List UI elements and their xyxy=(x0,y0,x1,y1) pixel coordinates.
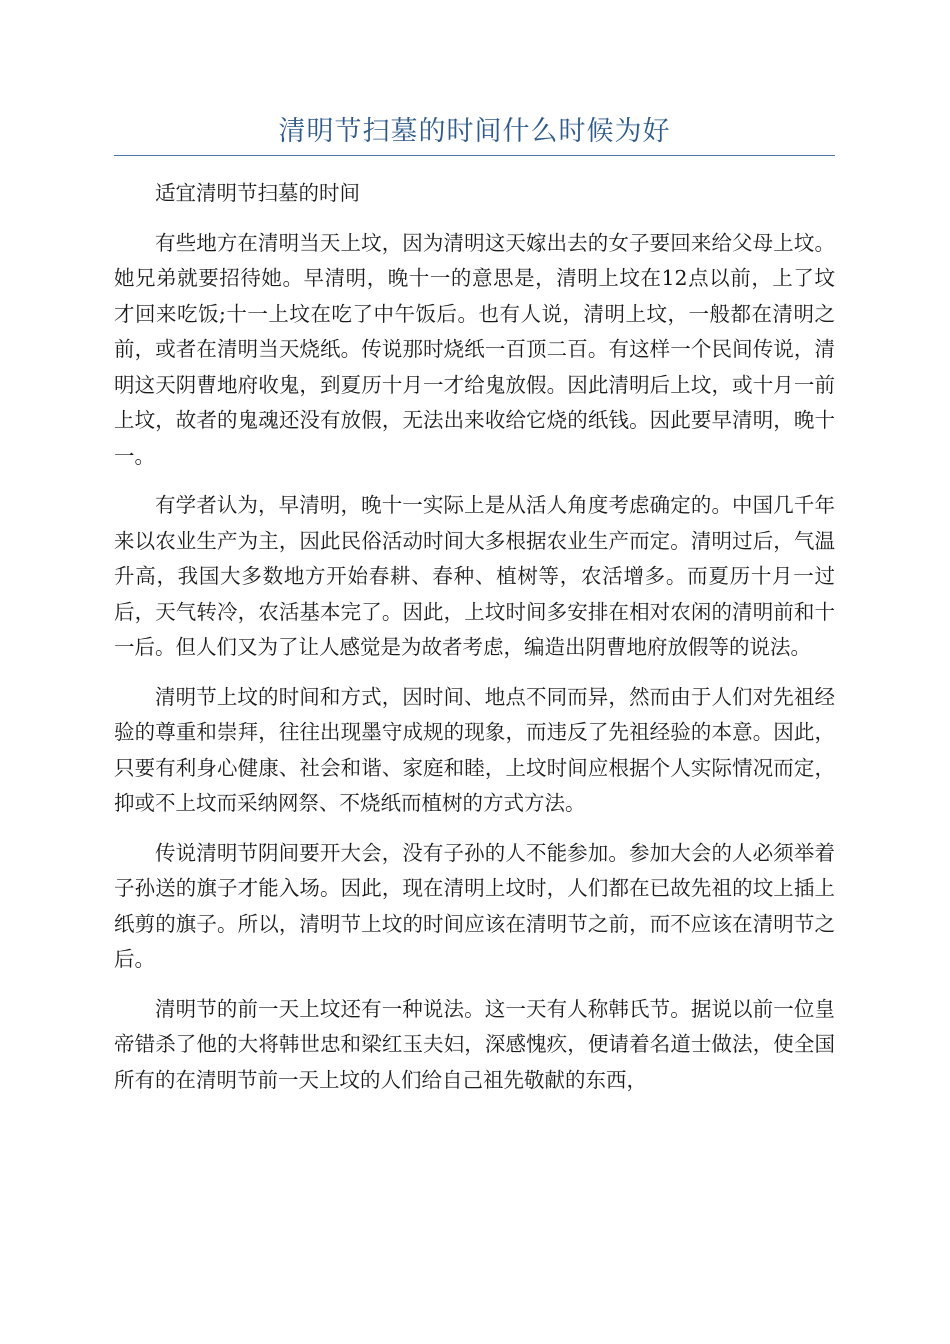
paragraph-3: 清明节上坟的时间和方式，因时间、地点不同而异，然而由于人们对先祖经验的尊重和崇拜，往往出现墨守成规的现象，而违反了先祖经验的本意。因此，只要有利身心健康、社会和谐、家庭和睦，上坟时间应根据个人实际情况而定，抑或不上坟而采纳网祭、不烧纸而植树的方式方法。 xyxy=(114,684,835,815)
paragraph-1: 有些地方在清明当天上坟，因为清明这天嫁出去的女子要回来给父母上坟。她兄弟就要招待她。早清明，晚十一的意思是，清明上坟在12点以前，上了坟才回来吃饭;十一上坟在吃了中午饭后。也有人说，清明上坟，一般都在清明之前，或者在清明当天烧纸。传说那时烧纸一百顶二百。有这样一个民间传说，清明这天阴曹地府收鬼，到夏历十月一才给鬼放假。因此清明后上坟，或十月一前上坟，故者的鬼魂还没有放假，无法出来收给它烧的纸钱。因此要早清明，晚十一。 xyxy=(114,230,835,468)
paragraph-2: 有学者认为，早清明，晚十一实际上是从活人角度考虑确定的。中国几千年来以农业生产为主，因此民俗活动时间大多根据农业生产而定。清明过后，气温升高，我国大多数地方开始春耕、春种、植树等，农活增多。而夏历十月一过后，天气转冷，农活基本完了。因此，上坟时间多安排在相对农闲的清明前和十一后。但人们又为了让人感觉是为故者考虑，编造出阴曹地府放假等的说法。 xyxy=(114,493,835,659)
section-heading: 适宜清明节扫墓的时间 xyxy=(155,181,360,205)
title-underline xyxy=(114,155,835,156)
document-body xyxy=(114,176,835,1112)
page-title: 清明节扫墓的时间什么时候为好 xyxy=(278,116,671,147)
paragraph-5: 清明节的前一天上坟还有一种说法。这一天有人称韩氏节。据说以前一位皇帝错杀了他的大将韩世忠和梁红玉夫妇，深感愧疚，便请着名道士做法，使全国所有的在清明节前一天上坟的人们给自己祖先敬献的东西， xyxy=(114,996,835,1092)
paragraph-4: 传说清明节阴间要开大会，没有子孙的人不能参加。参加大会的人必须举着子孙送的旗子才能入场。因此，现在清明上坟时，人们都在已故先祖的坟上插上纸剪的旗子。所以，清明节上坟的时间应该在清明节之前，而不应该在清明节之后。 xyxy=(114,840,835,971)
